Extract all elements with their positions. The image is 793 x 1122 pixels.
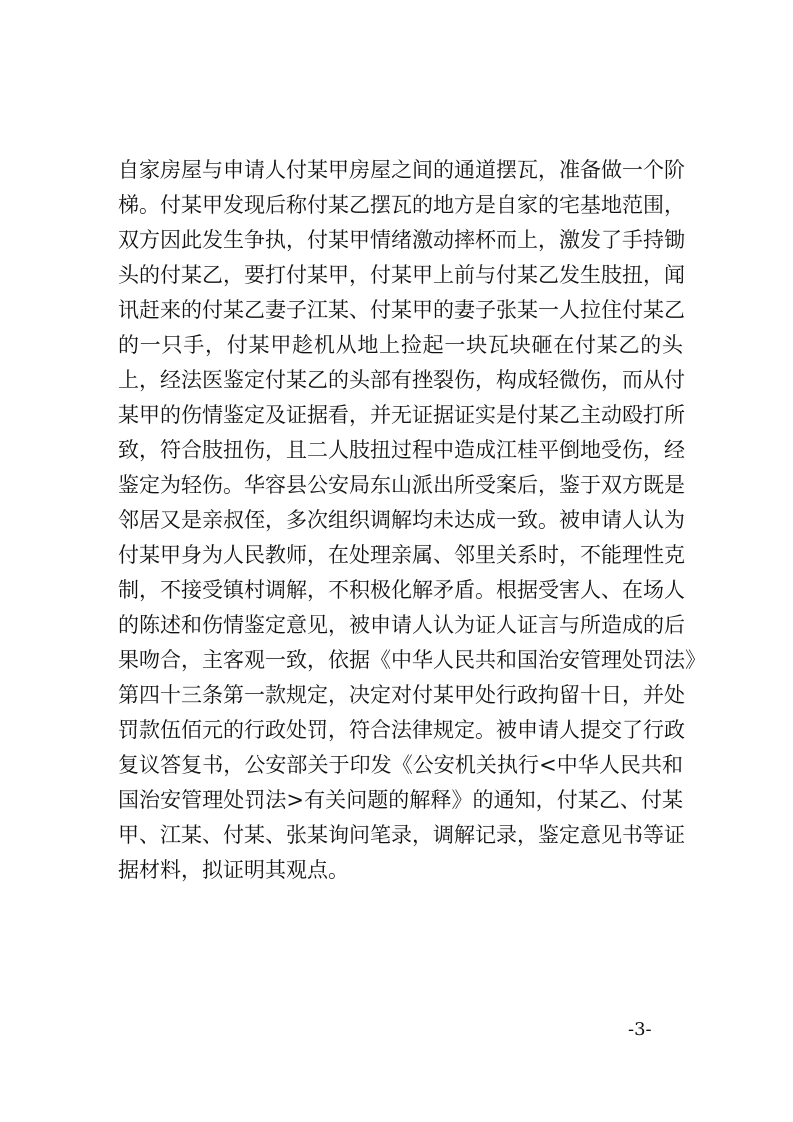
page-number: -3- [628,1019,652,1040]
body-text [118,153,706,888]
text-line: 付某甲身为人民教师，在处理亲属、邻里关系时，不能理性克 [118,543,685,567]
text-line: 头的付某乙，要打付某甲，付某甲上前与付某乙发生肢扭，闻 [118,263,685,287]
text-line: 致，符合肢扭伤，且二人肢扭过程中造成江桂平倒地受伤，经 [118,438,685,462]
text-line: 的一只手，付某甲趁机从地上捡起一块瓦块砸在付某乙的头 [118,333,683,357]
text-line: 自家房屋与申请人付某甲房屋之间的通道摆瓦，准备做一个阶 [118,158,685,182]
text-line: 某甲的伤情鉴定及证据看，并无证据证实是付某乙主动殴打所 [118,403,685,427]
text-line: 鉴定为轻伤。华容县公安局东山派出所受案后，鉴于双方既是 [118,473,685,497]
text-line: 制，不接受镇村调解，不积极化解矛盾。根据受害人、在场人 [118,578,685,602]
text-line: 双方因此发生争执，付某甲情绪激动摔杯而上，激发了手持锄 [118,228,685,252]
text-line: 邻居又是亲叔侄，多次组织调解均未达成一致。被申请人认为 [118,508,685,532]
text-line: 讯赶来的付某乙妻子江某、付某甲的妻子张某一人拉住付某乙 [118,298,685,322]
text-line: 国治安管理处罚法>有关问题的解释》的通知，付某乙、付某 [118,788,683,812]
text-line: 的陈述和伤情鉴定意见，被申请人认为证人证言与所造成的后 [118,613,685,637]
text-line: 梯。付某甲发现后称付某乙摆瓦的地方是自家的宅基地范围， [118,193,685,217]
text-line: 甲、江某、付某、张某询问笔录，调解记录，鉴定意见书等证 [118,823,685,847]
text-line: 复议答复书，公安部关于印发《公安机关执行<中华人民共和 [118,753,683,777]
text-line-last: 据材料，拟证明其观点。 [118,858,349,882]
text-line: 上，经法医鉴定付某乙的头部有挫裂伤，构成轻微伤，而从付 [118,368,685,392]
text-line: 第四十三条第一款规定，决定对付某甲处行政拘留十日，并处 [118,683,685,707]
text-line: 罚款伍佰元的行政处罚，符合法律规定。被申请人提交了行政 [118,718,685,742]
text-line: 果吻合，主客观一致，依据《中华人民共和国治安管理处罚法》 [118,648,706,672]
